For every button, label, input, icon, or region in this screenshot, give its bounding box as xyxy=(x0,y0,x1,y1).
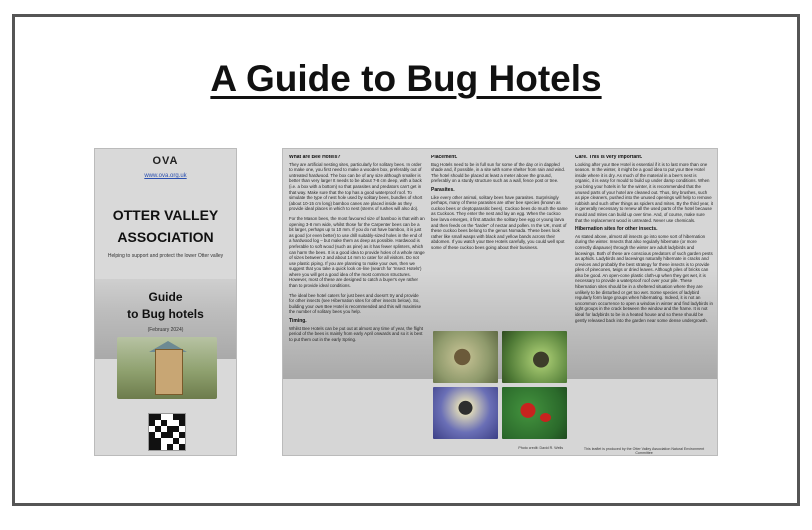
heading-timing: Timing. xyxy=(289,318,307,325)
paragraph: As stated above, almost all insects go into some sort of hibernation during the winter. Insects that also regularly hibernate (or more correctly diapause) through the winter are adult ladybirds and lacewings. Both of these are conscious predators of such garden pests as aphids. Ladybirds and lacewings naturally hibernate in cracks and crevices and probably the best strategy for these insects is to provide piles of pinecones, twigs or dried leaves. Although piles of bricks can also be good. An open-cone plastic cloth-up when they get wet, it is necessary to provide a waterproof roof over your pile. These hibernation sites should be in a sheltered situation where they are unlikely to be disturbed or get too wet. Some species of ladybird regularly form large groups when hibernating. Indeed, it is not an uncommon occurrence to open a window in winter and find ladybirds in tight groups in the crack between the window and the frame. It is not ideal for ladybirds to be in a heated house and so these should be gently released back into the garden near some dense undergrowth. xyxy=(575,233,713,323)
heading-what-are-bee-hotels: What are Bee Hotels? xyxy=(289,155,341,160)
heading-placement: Placement. xyxy=(431,155,458,160)
heading-care: Care. This is very important. xyxy=(575,155,643,160)
paragraph: Looking after your Bee Hotel is essential if it is to last more than one season. In the winter, it might be a good idea to put your Bee Hotel inside where it is dry. As much of the material in a bee's nest is organic, it is easy for mould to build up under damp conditions. When you bring your hotels in for the winter, it is recommended that the unused parts of your hotel are cleaned out. Thus, tiny brushes, such as pipe cleaners, pushed into the unused openings will help to remove rubbish and such other things as spiders and mites. By the third year, it is generally necessary to renew all the used parts of the hotel because mould and mites can build up over time. And, of course, make sure that the replacement wood is untreated. Never use chemicals. xyxy=(575,161,713,223)
paragraph: The ideal bee hotel caters for just bees and doesn't try and provide for other insects (see Hibernation sites for other insects below). So, building your own Bee Hotel is recommended and this will maximise the number of solitary bees you help. xyxy=(289,292,422,315)
bee-hotel-photo xyxy=(117,337,217,399)
guide-title xyxy=(95,289,236,323)
guide-title-line1: Guide xyxy=(148,290,183,304)
column-placement-parasites xyxy=(431,155,569,331)
column-what-are-bee-hotels xyxy=(289,155,425,451)
paragraph: For the Mason bees, the most favoured size of bamboo is that with an opening 3-8 mm wide, whilst those for the Carpenter bees can be a bit larger, perhaps up to 10 mm. If you do not have bamboo, it is just as good (or even better) to use drill suitably-sized holes in the end of a hardwood log – but make them as deep as possible. Hardwood is preferable to soft wood (such as pine) as it has fewer splinters, which can harm the bees. It is a good idea to provide holes of a whole range of sizes between 2 and about 14 mm to cater for all visitors. Do not use plastic piping. If you are planning to make your own, then we suggest that you take a quick look on-line (search for 'Insect Hotels') where you will get a good idea of the most common structures. However, most of these are designed to catch a buyer's eye rather than to provide ideal conditions. xyxy=(289,215,425,289)
organisation-name xyxy=(95,204,236,248)
page-title: A Guide to Bug Hotels xyxy=(210,58,602,99)
leaflet-cover xyxy=(94,148,237,456)
leaflet-footer: This leaflet is produced by the Otter Valley Association Natural Environment Committee xyxy=(583,447,705,455)
ova-logo: OVA xyxy=(152,155,179,167)
insect-photo-grid xyxy=(433,331,569,443)
qr-code-icon xyxy=(148,413,186,451)
org-name-line1: OTTER VALLEY xyxy=(112,207,219,223)
heading-hibernation-sites: Hibernation sites for other insects. xyxy=(575,226,658,233)
bee-hotel-box xyxy=(155,349,183,395)
website-link[interactable]: www.ova.org.uk xyxy=(144,173,187,179)
publication-date: (February 2024) xyxy=(147,327,184,333)
fly-photo xyxy=(502,331,567,383)
column-care-hibernation xyxy=(575,155,713,451)
ladybird-photo xyxy=(502,387,567,439)
paragraph: Whilst Bee Hotels can be put out at almost any time of year, the flight period of the bees is mainly from early April onwards and so it is best to put them out in the early Spring. xyxy=(289,325,423,342)
photo-credit: Photo credit: David R. Wells xyxy=(518,446,563,450)
paragraph: They are artificial nesting sites, particularly for solitary bees. In order to make one, you first need to make a wooden box, preferably out of untreated hardwood. The box can be of any size although smaller is better than very large! It needs to be about 7-8 cm deep, with a back (i.e. a box with a bottom) so that parasites and predators can't get in that way. Make sure that the top has a good waterproof roof. To simulate the type of nest hole used by solitary bees, bundles of short (about 10-15 cm long) bamboo canes are placed inside as they provide ideal places in which to nest (stems of rushes will also do). xyxy=(289,161,423,212)
hoverfly-on-flower-photo xyxy=(433,387,498,439)
paragraph: Bug Hotels need to be in full sun for some of the day or in dappled shade and, if possible, in a site with some shelter from rain and wind. The hotel should be placed at least a meter above the ground, preferably on a sturdy structure such as a wall, fence post or tree. xyxy=(431,161,565,184)
paragraph: Like every other animal, solitary bees have parasites. Surprisingly perhaps, many of these parasites are other bee species (known as cuckoo bees or cleptoparasitic bees). Cuckoo bees do much the same as Cuckoos. They enter the nest and lay an egg. When the cuckoo bee larva emerges, it first attacks the solitary bee egg or young larva and then feeds on the "larder" of nectar and pollen. In the UK, most of these cuckoo bees belong to the genus Nomada. These bees look rather like small wasps with black and yellow bands across their abdomen. If you watch your Bee Hotels carefully, you could well spot some of these cuckoo bees going about their business. xyxy=(431,194,568,250)
bee-photo xyxy=(433,331,498,383)
leaflet-inner-pages xyxy=(282,148,718,456)
heading-parasites: Parasites. xyxy=(431,186,455,193)
guide-title-line2: to Bug hotels xyxy=(127,307,204,321)
org-name-line2: ASSOCIATION xyxy=(117,229,214,245)
cover-tagline: Helping to support and protect the lower Otter valley xyxy=(107,253,224,259)
